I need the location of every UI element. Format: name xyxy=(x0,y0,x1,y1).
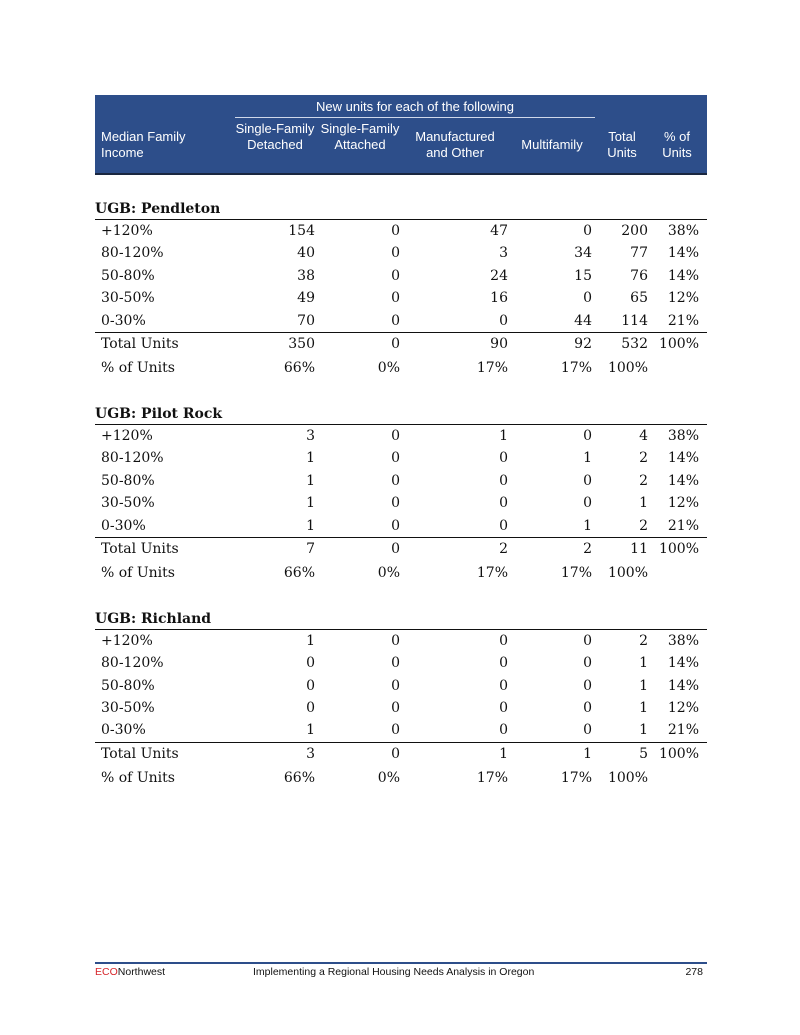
cell-income: Total Units xyxy=(101,335,179,352)
cell-sfd: 1 xyxy=(306,472,315,489)
cell-sfa: 0 xyxy=(391,517,400,534)
cell-pct: 21% xyxy=(667,517,699,534)
cell-mfo: 17% xyxy=(476,769,508,786)
cell-sfa: 0 xyxy=(391,290,400,307)
table-body xyxy=(95,199,707,790)
section xyxy=(95,404,707,585)
footer-brand xyxy=(95,966,165,978)
cell-total: 2 xyxy=(639,450,648,467)
cell-mfo: 24 xyxy=(490,267,508,284)
cell-total: 100% xyxy=(607,359,648,376)
cell-total: 1 xyxy=(639,700,648,717)
cell-total: 1 xyxy=(639,722,648,739)
section-title: UGB: Pilot Rock xyxy=(95,404,707,425)
cell-total: 1 xyxy=(639,655,648,672)
cell-mfo: 0 xyxy=(499,722,508,739)
cell-mfo: 0 xyxy=(499,495,508,512)
cell-sfa: 0 xyxy=(391,335,400,352)
cell-sfa: 0 xyxy=(391,450,400,467)
cell-pct: 38% xyxy=(667,632,699,649)
cell-mf: 0 xyxy=(583,223,592,239)
cell-income: Total Units xyxy=(101,745,179,762)
cell-sfd: 66% xyxy=(283,564,315,581)
col-header-multifamily: Multifamily xyxy=(521,137,583,152)
cell-sfa: 0 xyxy=(391,223,400,239)
percent-row xyxy=(95,355,707,380)
cell-sfd: 1 xyxy=(306,517,315,534)
cell-mf: 1 xyxy=(583,745,592,762)
cell-income: 0-30% xyxy=(101,312,146,329)
cell-sfd: 1 xyxy=(306,450,315,467)
cell-pct: 21% xyxy=(667,312,699,329)
cell-income: 80-120% xyxy=(101,450,164,467)
cell-income: 50-80% xyxy=(101,677,155,694)
col-header-total-units: Total Units xyxy=(607,129,637,160)
cell-mfo: 2 xyxy=(499,540,508,557)
cell-income: 0-30% xyxy=(101,517,146,534)
cell-pct: 14% xyxy=(667,655,699,672)
page-number: 278 xyxy=(685,966,703,978)
table-row xyxy=(95,719,707,741)
page-footer xyxy=(95,962,707,982)
cell-mfo: 0 xyxy=(499,655,508,672)
table-row xyxy=(95,447,707,469)
table-row xyxy=(95,675,707,697)
cell-mf: 0 xyxy=(583,655,592,672)
cell-pct: 100% xyxy=(658,540,699,557)
total-row xyxy=(95,537,707,560)
cell-mf: 0 xyxy=(583,290,592,307)
cell-sfd: 350 xyxy=(288,335,315,352)
cell-total: 5 xyxy=(639,745,648,762)
cell-total: 114 xyxy=(621,312,648,329)
cell-sfd: 70 xyxy=(297,312,315,329)
table-row xyxy=(95,630,707,652)
cell-pct: 12% xyxy=(667,700,699,717)
cell-sfa: 0 xyxy=(391,267,400,284)
cell-sfd: 1 xyxy=(306,722,315,739)
cell-sfd: 66% xyxy=(283,359,315,376)
table-row xyxy=(95,425,707,447)
cell-pct: 100% xyxy=(658,335,699,352)
group-header-label: New units for each of the following xyxy=(235,99,595,118)
cell-income: % of Units xyxy=(101,769,175,786)
cell-mf: 92 xyxy=(574,335,592,352)
cell-sfa: 0 xyxy=(391,427,400,444)
cell-pct: 38% xyxy=(667,427,699,444)
cell-total: 100% xyxy=(607,564,648,581)
cell-total: 76 xyxy=(630,267,648,284)
cell-sfd: 0 xyxy=(306,700,315,717)
cell-sfd: 7 xyxy=(306,540,315,557)
cell-income: 80-120% xyxy=(101,655,164,672)
cell-mf: 17% xyxy=(560,359,592,376)
cell-pct: 14% xyxy=(667,472,699,489)
cell-mf: 0 xyxy=(583,700,592,717)
cell-mfo: 1 xyxy=(499,745,508,762)
cell-mfo: 17% xyxy=(476,564,508,581)
cell-total: 2 xyxy=(639,632,648,649)
cell-total: 11 xyxy=(630,540,648,557)
cell-sfa: 0 xyxy=(391,245,400,262)
table-row xyxy=(95,220,707,242)
cell-mf: 0 xyxy=(583,472,592,489)
cell-mf: 1 xyxy=(583,450,592,467)
percent-row xyxy=(95,560,707,585)
cell-income: Total Units xyxy=(101,540,179,557)
cell-sfd: 0 xyxy=(306,655,315,672)
cell-income: 50-80% xyxy=(101,472,155,489)
cell-mf: 17% xyxy=(560,564,592,581)
percent-row xyxy=(95,765,707,790)
cell-sfd: 1 xyxy=(306,495,315,512)
table-header xyxy=(95,95,707,175)
cell-sfd: 3 xyxy=(306,745,315,762)
cell-mfo: 90 xyxy=(490,335,508,352)
cell-income: 50-80% xyxy=(101,267,155,284)
cell-sfa: 0% xyxy=(377,564,400,581)
cell-income: 0-30% xyxy=(101,722,146,739)
cell-mfo: 0 xyxy=(499,450,508,467)
cell-pct xyxy=(648,765,703,790)
cell-total: 100% xyxy=(607,769,648,786)
cell-total: 200 xyxy=(621,223,648,239)
cell-sfa: 0 xyxy=(391,312,400,329)
cell-sfa: 0 xyxy=(391,655,400,672)
cell-total: 65 xyxy=(630,290,648,307)
cell-sfa: 0 xyxy=(391,677,400,694)
table-row xyxy=(95,652,707,674)
cell-sfa: 0% xyxy=(377,359,400,376)
table-row xyxy=(95,470,707,492)
cell-mf: 17% xyxy=(560,769,592,786)
cell-pct: 21% xyxy=(667,722,699,739)
cell-total: 4 xyxy=(639,427,648,444)
table-row xyxy=(95,310,707,332)
cell-pct: 14% xyxy=(667,245,699,262)
cell-mf: 44 xyxy=(574,312,592,329)
cell-sfd: 66% xyxy=(283,769,315,786)
cell-sfd: 154 xyxy=(288,223,315,239)
cell-mfo: 0 xyxy=(499,472,508,489)
col-header-manufactured-other: Manufactured and Other xyxy=(415,129,495,160)
cell-pct: 14% xyxy=(667,267,699,284)
cell-total: 1 xyxy=(639,495,648,512)
cell-sfd: 38 xyxy=(297,267,315,284)
cell-mf: 0 xyxy=(583,427,592,444)
cell-pct: 100% xyxy=(658,745,699,762)
cell-income: % of Units xyxy=(101,564,175,581)
cell-total: 1 xyxy=(639,677,648,694)
cell-mfo: 3 xyxy=(499,245,508,262)
cell-mfo: 0 xyxy=(499,700,508,717)
cell-income: +120% xyxy=(101,632,153,649)
cell-mfo: 47 xyxy=(490,223,508,239)
cell-income: 30-50% xyxy=(101,495,155,512)
cell-income: 30-50% xyxy=(101,700,155,717)
cell-mf: 34 xyxy=(574,245,592,262)
cell-sfa: 0 xyxy=(391,700,400,717)
cell-sfd: 40 xyxy=(297,245,315,262)
cell-pct: 14% xyxy=(667,450,699,467)
cell-mf: 0 xyxy=(583,495,592,512)
cell-mf: 0 xyxy=(583,677,592,694)
cell-mfo: 17% xyxy=(476,359,508,376)
cell-mf: 0 xyxy=(583,632,592,649)
cell-income: +120% xyxy=(101,223,153,239)
cell-pct xyxy=(648,355,703,380)
total-row xyxy=(95,332,707,355)
footer-title: Implementing a Regional Housing Needs Analysis in Oregon xyxy=(253,966,535,978)
cell-sfa: 0 xyxy=(391,745,400,762)
col-header-pct-units: % of Units xyxy=(662,129,692,160)
cell-income: % of Units xyxy=(101,359,175,376)
cell-mfo: 0 xyxy=(499,517,508,534)
cell-sfa: 0 xyxy=(391,495,400,512)
cell-income: 80-120% xyxy=(101,245,164,262)
cell-total: 77 xyxy=(630,245,648,262)
cell-pct: 12% xyxy=(667,495,699,512)
cell-sfd: 3 xyxy=(306,427,315,444)
cell-total: 532 xyxy=(621,335,648,352)
cell-sfa: 0 xyxy=(391,632,400,649)
cell-total: 2 xyxy=(639,517,648,534)
cell-sfa: 0 xyxy=(391,722,400,739)
cell-income: 30-50% xyxy=(101,290,155,307)
brand-northwest: Northwest xyxy=(117,966,166,978)
cell-mfo: 0 xyxy=(499,632,508,649)
section-title: UGB: Richland xyxy=(95,609,707,630)
col-header-income: Median Family Income xyxy=(101,129,186,160)
cell-sfd: 49 xyxy=(297,290,315,307)
cell-sfd: 1 xyxy=(306,632,315,649)
brand-econ: ECO xyxy=(95,966,118,978)
col-header-single-family-detached: Single-Family Detached xyxy=(235,121,315,152)
cell-sfa: 0% xyxy=(377,769,400,786)
cell-pct: 14% xyxy=(667,677,699,694)
table-row xyxy=(95,515,707,537)
cell-income: +120% xyxy=(101,427,153,444)
cell-mfo: 1 xyxy=(499,427,508,444)
cell-mf: 2 xyxy=(583,540,592,557)
section xyxy=(95,199,707,380)
cell-mf: 0 xyxy=(583,722,592,739)
table-row xyxy=(95,492,707,514)
table-row xyxy=(95,697,707,719)
cell-mfo: 16 xyxy=(490,290,508,307)
cell-mfo: 0 xyxy=(499,677,508,694)
cell-pct xyxy=(648,560,703,585)
cell-sfa: 0 xyxy=(391,540,400,557)
table-row xyxy=(95,287,707,309)
cell-pct: 38% xyxy=(667,223,699,239)
cell-mf: 15 xyxy=(574,267,592,284)
total-row xyxy=(95,742,707,765)
section-title: UGB: Pendleton xyxy=(95,199,707,220)
table-row xyxy=(95,265,707,287)
col-header-single-family-attached: Single-Family Attached xyxy=(320,121,400,152)
cell-mfo: 0 xyxy=(499,312,508,329)
cell-mf: 1 xyxy=(583,517,592,534)
section xyxy=(95,609,707,790)
cell-sfa: 0 xyxy=(391,472,400,489)
housing-needs-table xyxy=(95,95,707,790)
table-row xyxy=(95,242,707,264)
cell-sfd: 0 xyxy=(306,677,315,694)
cell-pct: 12% xyxy=(667,290,699,307)
cell-total: 2 xyxy=(639,472,648,489)
